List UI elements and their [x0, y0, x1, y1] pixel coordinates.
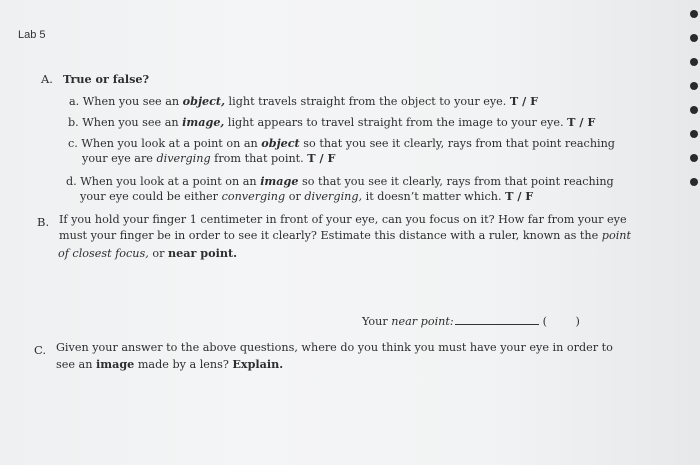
item-d-text-4: or	[285, 190, 305, 203]
item-c-tf: T / F	[307, 151, 336, 165]
section-c-explain: Explain.	[232, 357, 284, 371]
lab-title: Lab 5	[18, 29, 46, 41]
item-d-image: image	[260, 174, 299, 188]
near-point-answer	[362, 315, 580, 328]
binder-hole	[690, 130, 698, 138]
binder-hole	[690, 10, 698, 18]
item-c-label: c.	[68, 137, 78, 150]
item-d-converging: converging	[221, 190, 286, 203]
binder-hole	[690, 178, 698, 186]
item-d-text-1: When you look at a point on an	[80, 175, 261, 188]
section-a-letter: A.	[41, 72, 53, 86]
item-a-text-2: light travels straight from the object to your eye.	[225, 95, 507, 108]
item-a-object: object,	[182, 94, 225, 108]
section-b-closest-focus: of closest focus,	[58, 247, 149, 260]
item-d-text-5: it doesn’t matter which.	[362, 190, 502, 203]
section-b-letter: B.	[37, 215, 50, 229]
binder-hole	[690, 82, 698, 90]
section-b-point: point	[601, 229, 631, 242]
item-a-tf: T / F	[509, 94, 539, 108]
section-b-or: or	[148, 247, 169, 260]
item-c-diverging: diverging	[156, 152, 211, 165]
item-d-text-2: so that you see it clearly, rays from that point reaching	[298, 175, 614, 188]
section-b-near-point: near point.	[168, 246, 238, 260]
item-a	[69, 94, 538, 108]
item-d-line-1	[66, 174, 614, 188]
item-d-text-3: your eye could be either	[80, 190, 222, 203]
item-c-line-2	[82, 151, 335, 165]
section-b-line-3	[58, 246, 237, 260]
binder-hole	[690, 106, 698, 114]
section-c-letter: C.	[34, 343, 47, 357]
section-c-line-1: Given your answer to the above questions, where do you think you must have your eye in order to	[56, 341, 613, 354]
item-d-line-2	[80, 189, 533, 203]
section-c-text-1: see an	[56, 358, 96, 371]
binder-hole	[690, 34, 698, 42]
section-a-title: True or false?	[63, 72, 150, 86]
section-b-line-1: If you hold your finger 1 centimeter in front of your eye, can you focus on it? How far from your eye	[59, 213, 627, 226]
item-a-text-1: When you see an	[82, 95, 183, 108]
binder-hole	[690, 154, 698, 162]
section-c-text-2: made by a lens?	[134, 358, 233, 371]
item-c-text-2: so that you see it clearly, rays from that point reaching	[299, 137, 615, 150]
item-b-image: image,	[182, 115, 225, 129]
item-b-label: b.	[68, 116, 79, 129]
item-a-label: a.	[69, 95, 80, 108]
item-b-text-2: light appears to travel straight from the image to your eye.	[224, 116, 564, 129]
binder-hole	[690, 58, 698, 66]
section-c-image: image	[95, 357, 135, 371]
item-b-text-1: When you see an	[82, 116, 183, 129]
item-c-object: object	[261, 136, 300, 150]
near-point-label-1: Your	[362, 315, 392, 328]
item-d-diverging: diverging,	[304, 190, 363, 203]
near-point-blank[interactable]	[455, 315, 539, 325]
item-c-text-4: from that point.	[210, 152, 304, 165]
section-c-line-2	[56, 357, 283, 371]
item-c-text-3: your eye are	[82, 152, 157, 165]
item-c-line-1	[68, 136, 615, 150]
near-point-label-2: near point:	[391, 315, 454, 328]
item-b-tf: T / F	[567, 115, 596, 129]
section-b-text-2: must your finger be in order to see it clearly? Estimate this distance with a ruler, known as the	[59, 229, 602, 242]
item-d-label: d.	[66, 175, 77, 188]
near-point-units-paren: ( )	[542, 315, 580, 328]
item-b	[68, 115, 595, 129]
section-b-line-2	[59, 229, 631, 242]
item-c-text-1: When you look at a point on an	[81, 137, 262, 150]
item-d-tf: T / F	[505, 189, 534, 203]
binder-edge	[688, 0, 700, 465]
